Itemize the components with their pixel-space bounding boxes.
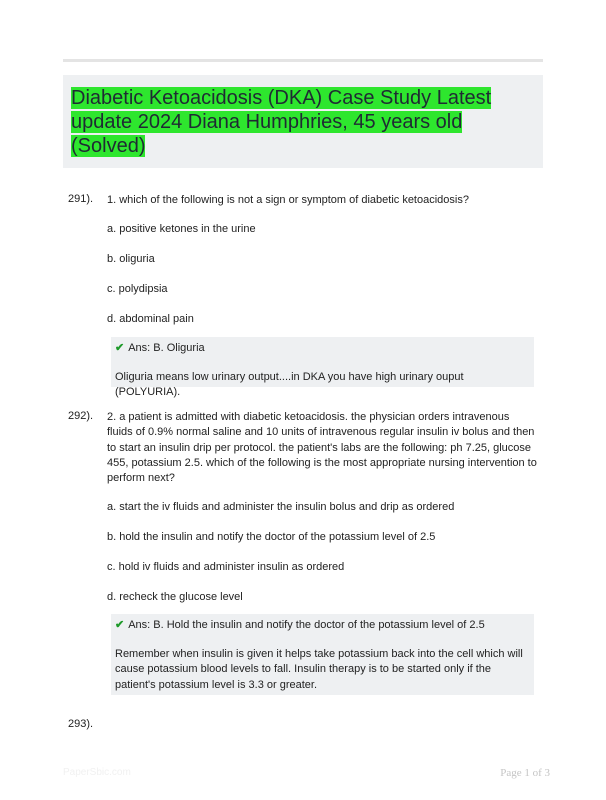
answer-explanation: Remember when insulin is given it helps take potassium back into the cell which will cause potassium blood levels to fall. Insulin therapy is to be started only if the patient's potassium level is 3.3 or greater. bbox=[115, 648, 523, 691]
answer-option: d. abdominal pain bbox=[107, 313, 194, 325]
answer-text: Ans: B. Hold the insulin and notify the doctor of the potassium level of 2.5 bbox=[128, 619, 485, 631]
answer-option: c. hold iv fluids and administer insulin as ordered bbox=[107, 561, 345, 573]
answer-line bbox=[115, 341, 205, 354]
answer-panel bbox=[111, 337, 534, 399]
question-text: 1. which of the following is not a sign or symptom of diabetic ketoacidosis? bbox=[107, 194, 469, 206]
answer-option: d. recheck the glucose level bbox=[107, 591, 243, 603]
page-number: Page 1 of 3 bbox=[500, 767, 550, 779]
question-number: 292). bbox=[68, 410, 94, 422]
answer-option: a. positive ketones in the urine bbox=[107, 223, 256, 235]
question-text: 2. a patient is admitted with diabetic ketoacidosis. the physician orders intravenous fluids of 0.9% normal saline and 10 units of intravenous regular insulin iv bolus and then to start an insulin drip per protocol. the patient's labs are the following: ph 7.25, glucose 455, potassium 2.5. which of the following is the most appropriate nursing intervention to perform next? bbox=[107, 411, 537, 485]
check-icon: ✔ bbox=[115, 619, 125, 631]
title-banner bbox=[63, 75, 543, 168]
answer-explanation: Oliguria means low urinary output....in DKA you have high urinary ouput (POLYURIA). bbox=[115, 371, 464, 399]
top-divider bbox=[63, 59, 543, 62]
answer-line bbox=[115, 618, 485, 631]
question-number: 291). bbox=[68, 193, 94, 205]
answer-text: Ans: B. Oliguria bbox=[128, 342, 205, 354]
answer-option: b. oliguria bbox=[107, 253, 155, 265]
answer-option: b. hold the insulin and notify the doctor of the potassium level of 2.5 bbox=[107, 531, 436, 543]
check-icon: ✔ bbox=[115, 342, 125, 354]
answer-panel bbox=[111, 614, 534, 695]
answer-option: c. polydipsia bbox=[107, 283, 168, 295]
document-title: Diabetic Ketoacidosis (DKA) Case Study Latest update 2024 Diana Humphries, 45 years old (Solved) bbox=[71, 87, 492, 157]
question-number: 293). bbox=[68, 718, 94, 730]
answer-option: a. start the iv fluids and administer the insulin bolus and drip as ordered bbox=[107, 501, 455, 513]
footer-watermark: PaperSbic.com bbox=[63, 767, 131, 778]
